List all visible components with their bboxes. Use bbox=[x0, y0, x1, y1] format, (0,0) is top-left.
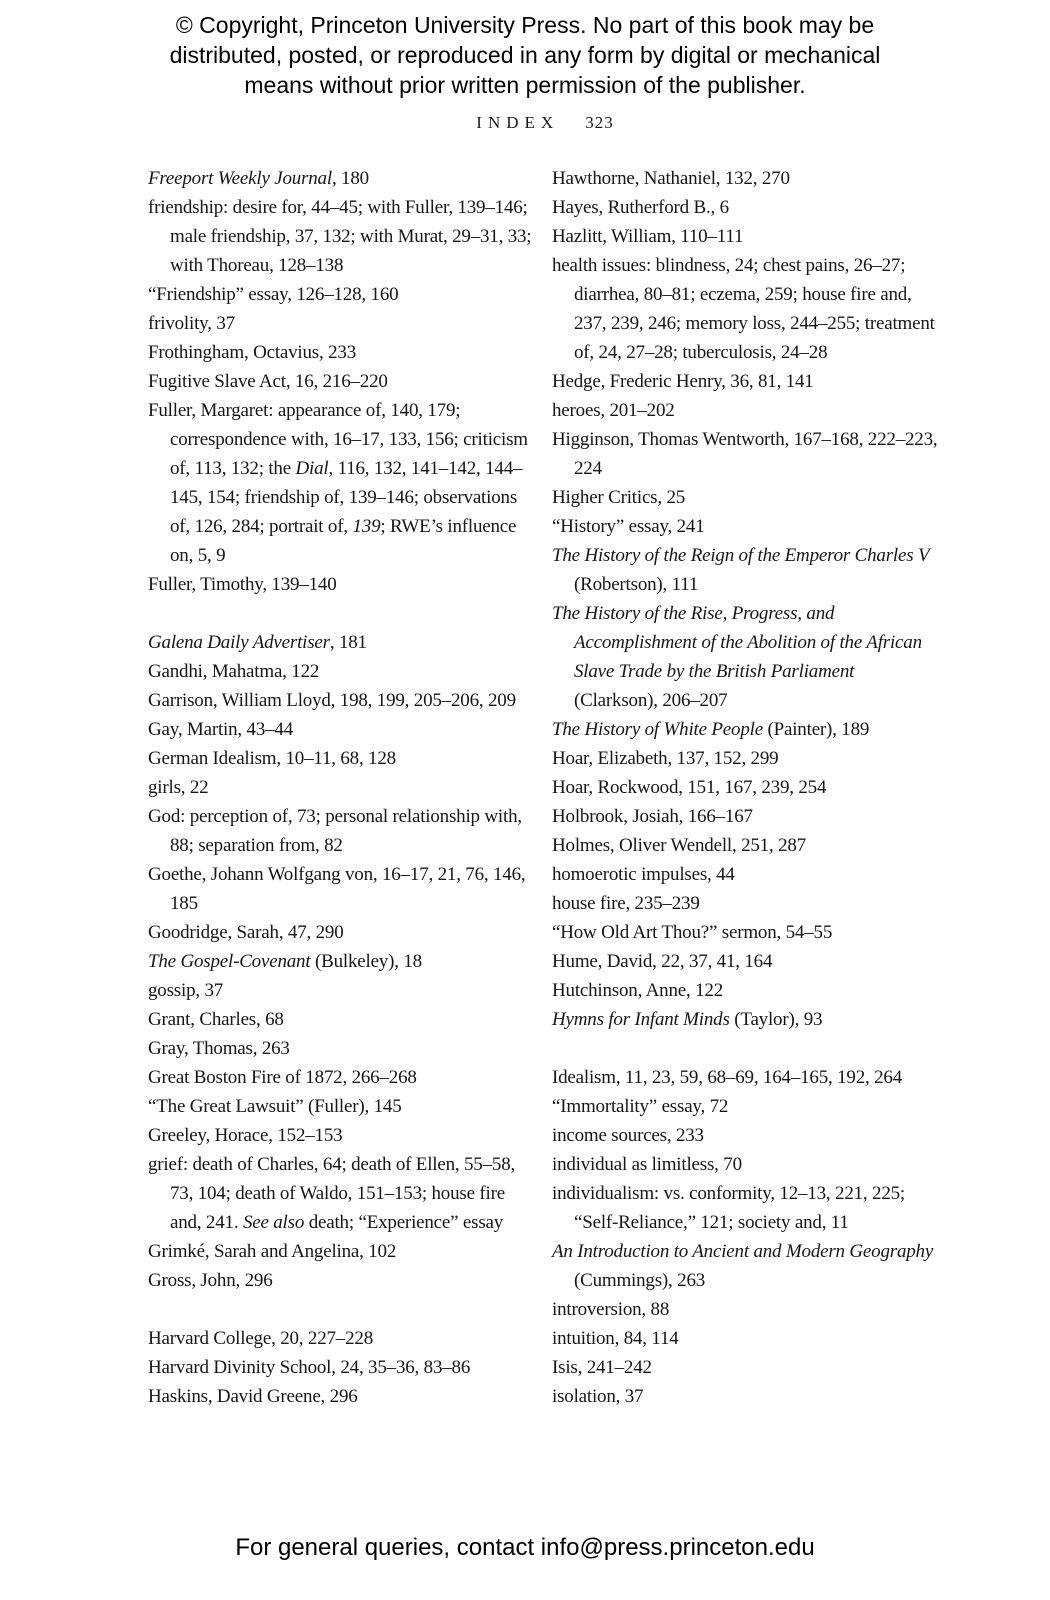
index-entry: girls, 22 bbox=[148, 777, 209, 798]
index-entry: Hedge, Frederic Henry, 36, 81, 141 bbox=[552, 371, 814, 392]
index-entry: Goethe, Johann Wolfgang von, 16–17, 21, 76, 146, 185 bbox=[148, 864, 526, 914]
copyright-notice bbox=[0, 0, 1050, 100]
index-entry: Idealism, 11, 23, 59, 68–69, 164–165, 192, 264 bbox=[552, 1067, 903, 1088]
index-entry: individualism: vs. conformity, 12–13, 221, 225; “Self-Reliance,” 121; society and, 11 bbox=[552, 1183, 905, 1233]
index-entry: Haskins, David Greene, 296 bbox=[148, 1386, 358, 1407]
index-entry: income sources, 233 bbox=[552, 1125, 704, 1146]
index-entry: introversion, 88 bbox=[552, 1299, 670, 1320]
index-entry: Higginson, Thomas Wentworth, 167–168, 222–223, 224 bbox=[552, 429, 938, 479]
index-columns bbox=[148, 164, 942, 1411]
index-entry: Isis, 241–242 bbox=[552, 1357, 652, 1378]
index-entry: Hoar, Rockwood, 151, 167, 239, 254 bbox=[552, 777, 827, 798]
page-number: 323 bbox=[585, 113, 614, 132]
index-entry: God: perception of, 73; personal relationship with, 88; separation from, 82 bbox=[148, 806, 522, 856]
page-header bbox=[148, 113, 942, 133]
index-entry: friendship: desire for, 44–45; with Fuller, 139–146; male friendship, 37, 132; with Murat, 29–31, 33; with Thoreau, 128–138 bbox=[148, 197, 532, 276]
index-entry: Grimké, Sarah and Angelina, 102 bbox=[148, 1241, 397, 1262]
index-entry: Hume, David, 22, 37, 41, 164 bbox=[552, 951, 773, 972]
index-entry: Greeley, Horace, 152–153 bbox=[148, 1125, 343, 1146]
index-column-left bbox=[148, 164, 538, 1411]
index-entry: Great Boston Fire of 1872, 266–268 bbox=[148, 1067, 417, 1088]
index-entry: The History of the Reign of the Emperor Charles V (Robertson), 111 bbox=[552, 545, 930, 595]
index-entry: Harvard College, 20, 227–228 bbox=[148, 1328, 373, 1349]
index-entry: Higher Critics, 25 bbox=[552, 487, 686, 508]
index-entry: Hayes, Rutherford B., 6 bbox=[552, 197, 729, 218]
index-entry: Grant, Charles, 68 bbox=[148, 1009, 284, 1030]
index-entry: grief: death of Charles, 64; death of Ellen, 55–58, 73, 104; death of Waldo, 151–153; house fire and, 241. See also death; “Experience” essay bbox=[148, 1154, 516, 1233]
index-entry: gossip, 37 bbox=[148, 980, 224, 1001]
index-entry: frivolity, 37 bbox=[148, 313, 235, 334]
index-entry: Holmes, Oliver Wendell, 251, 287 bbox=[552, 835, 806, 856]
index-entry: “History” essay, 241 bbox=[552, 516, 705, 537]
index-entry: “The Great Lawsuit” (Fuller), 145 bbox=[148, 1096, 402, 1117]
index-entry: “Immortality” essay, 72 bbox=[552, 1096, 729, 1117]
footer bbox=[0, 1534, 1050, 1562]
index-entry: Gay, Martin, 43–44 bbox=[148, 719, 294, 740]
index-entry: house fire, 235–239 bbox=[552, 893, 700, 914]
index-entry: German Idealism, 10–11, 68, 128 bbox=[148, 748, 396, 769]
footer-contact-line: For general queries, contact info@press.princeton.edu bbox=[235, 1534, 815, 1561]
index-entry: An Introduction to Ancient and Modern Geography (Cummings), 263 bbox=[552, 1241, 934, 1291]
index-entry: “How Old Art Thou?” sermon, 54–55 bbox=[552, 922, 833, 943]
index-entry: Holbrook, Josiah, 166–167 bbox=[552, 806, 753, 827]
index-entry: Fuller, Margaret: appearance of, 140, 179; correspondence with, 16–17, 133, 156; criticism of, 113, 132; the Dial, 116, 132, 141–142, 144–145, 154; friendship of, 139–146; observations of, 126, 284; portrait of, 139; RWE’s influence on, 5, 9 bbox=[148, 400, 528, 566]
index-entry: The History of the Rise, Progress, and Accomplishment of the Abolition of the African Slave Trade by the British Parliament (Clarkson), 206–207 bbox=[552, 603, 922, 711]
index-entry: Hutchinson, Anne, 122 bbox=[552, 980, 724, 1001]
index-entry: The Gospel-Covenant (Bulkeley), 18 bbox=[148, 951, 422, 972]
index-entry: Hoar, Elizabeth, 137, 152, 299 bbox=[552, 748, 779, 769]
index-entry: health issues: blindness, 24; chest pains, 26–27; diarrhea, 80–81; eczema, 259; house fire and, 237, 239, 246; memory loss, 244–255; treatment of, 24, 27–28; tuberculosis, 24–28 bbox=[552, 255, 935, 363]
index-entry: Hawthorne, Nathaniel, 132, 270 bbox=[552, 168, 790, 189]
index-entry: Gross, John, 296 bbox=[148, 1270, 273, 1291]
index-entry: Fugitive Slave Act, 16, 216–220 bbox=[148, 371, 388, 392]
index-entry: heroes, 201–202 bbox=[552, 400, 675, 421]
index-entry: Garrison, William Lloyd, 198, 199, 205–206, 209 bbox=[148, 690, 516, 711]
index-entry: isolation, 37 bbox=[552, 1386, 644, 1407]
index-title: INDEX bbox=[476, 113, 560, 132]
index-entry: Harvard Divinity School, 24, 35–36, 83–86 bbox=[148, 1357, 471, 1378]
index-entry: intuition, 84, 114 bbox=[552, 1328, 679, 1349]
index-entry: Freeport Weekly Journal, 180 bbox=[148, 168, 369, 189]
page-body bbox=[148, 113, 942, 1411]
index-entry: “Friendship” essay, 126–128, 160 bbox=[148, 284, 399, 305]
index-entry: Frothingham, Octavius, 233 bbox=[148, 342, 357, 363]
copyright-line: © Copyright, Princeton University Press. No part of this book may be bbox=[175, 12, 875, 38]
index-entry: Gandhi, Mahatma, 122 bbox=[148, 661, 320, 682]
index-entry: Galena Daily Advertiser, 181 bbox=[148, 632, 367, 653]
index-entry: homoerotic impulses, 44 bbox=[552, 864, 735, 885]
index-entry: Fuller, Timothy, 139–140 bbox=[148, 574, 337, 595]
index-entry: Gray, Thomas, 263 bbox=[148, 1038, 290, 1059]
copyright-line: distributed, posted, or reproduced in any form by digital or mechanical bbox=[169, 42, 881, 68]
index-entry: Hazlitt, William, 110–111 bbox=[552, 226, 744, 247]
index-entry: individual as limitless, 70 bbox=[552, 1154, 742, 1175]
index-entry: The History of White People (Painter), 189 bbox=[552, 719, 870, 740]
index-column-right bbox=[552, 164, 942, 1411]
index-entry: Hymns for Infant Minds (Taylor), 93 bbox=[552, 1009, 823, 1030]
copyright-line: means without prior written permission of the publisher. bbox=[244, 72, 806, 98]
index-entry: Goodridge, Sarah, 47, 290 bbox=[148, 922, 344, 943]
